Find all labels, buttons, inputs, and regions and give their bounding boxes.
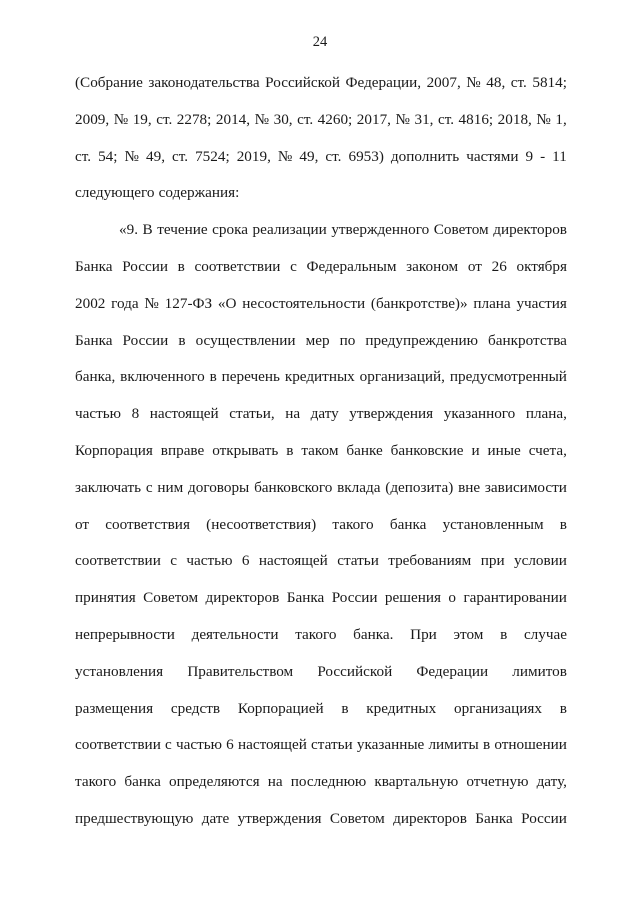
page-number: 24 [312, 34, 328, 50]
word: последнюю [290, 773, 367, 791]
word: дополнить [390, 147, 460, 165]
word: № [395, 110, 410, 128]
word: осуществлении [195, 331, 296, 349]
text-line [75, 809, 567, 846]
word: 8 [131, 405, 140, 423]
text-line [75, 772, 567, 809]
word: Федерации [416, 662, 489, 680]
word: настоящей [258, 552, 328, 570]
word: 54; [98, 147, 118, 165]
word: содержания: [158, 184, 240, 202]
word: 6953) [348, 147, 384, 165]
word: 26 [491, 257, 507, 275]
word: отношении [494, 736, 567, 754]
word: случае [523, 625, 567, 643]
word: частями [466, 147, 519, 165]
word: дату, [536, 773, 567, 791]
word: срока [212, 221, 248, 239]
word: предупреждению [365, 331, 478, 349]
word: реализации [252, 221, 327, 239]
word: № [144, 294, 159, 312]
word: банка, [75, 368, 116, 386]
word: Советом [329, 809, 385, 827]
word: квартальную [374, 773, 459, 791]
word: 4260; [317, 110, 353, 128]
word: Банка [286, 589, 325, 607]
word: 7524; [195, 147, 230, 165]
word: по [339, 331, 356, 349]
word: банковские [390, 441, 464, 459]
word: утвержденного [331, 221, 430, 239]
word: «9. [119, 221, 138, 239]
text-line [75, 404, 567, 441]
word: 48, [486, 74, 506, 91]
word: Правительством [187, 662, 294, 680]
word: 2014, [215, 110, 251, 128]
word: директоров [393, 809, 467, 827]
word: несостоятельности [242, 294, 366, 312]
word: При [410, 625, 437, 643]
text-line [75, 588, 567, 625]
word: в [482, 736, 491, 754]
word: заключать [75, 478, 142, 496]
word: ст. [325, 147, 342, 165]
text-line [75, 257, 567, 294]
word: № [254, 110, 270, 128]
word: в [559, 699, 567, 717]
word: иные [487, 441, 521, 459]
word: организаций, [359, 368, 445, 386]
word: частью [75, 405, 122, 423]
word: законом [406, 257, 459, 275]
word: «О [217, 294, 237, 312]
word: плана [473, 294, 511, 312]
word: 2019, [236, 147, 271, 165]
word: размещения [75, 699, 154, 717]
word: 4816; [458, 110, 494, 128]
word: (банкротстве)» [370, 294, 468, 312]
word: предусмотренный [449, 368, 567, 386]
word: дату [310, 405, 339, 423]
word: России [331, 589, 378, 607]
word: договоры [188, 478, 250, 496]
word: требованиям [388, 552, 472, 570]
word: 19, [132, 110, 152, 128]
word: настоящей [237, 736, 307, 754]
word: в [559, 515, 567, 533]
word: Федерации, [345, 74, 422, 91]
word: следующего [75, 184, 155, 202]
word: организациях [454, 699, 542, 717]
word: Банка [475, 809, 513, 827]
word: в [286, 441, 294, 459]
word: отчетную [466, 773, 529, 791]
word: (Собрание [75, 74, 143, 91]
word: банке [346, 441, 383, 459]
word: октября [516, 257, 567, 275]
text-line [75, 331, 567, 368]
text-line [75, 220, 567, 257]
word: о [448, 589, 456, 607]
word: соответствии [75, 736, 161, 754]
word: статьи [311, 736, 353, 754]
word: 2278; [176, 110, 212, 128]
word: 31, [414, 110, 434, 128]
word: течение [157, 221, 208, 239]
word: от [75, 515, 90, 533]
text-line [75, 735, 567, 772]
word: гарантировании [463, 589, 567, 607]
word: включенного [120, 368, 205, 386]
word: банка [389, 515, 427, 533]
word: деятельности [191, 625, 279, 643]
word: в [500, 625, 508, 643]
text-line [75, 662, 567, 699]
word: частью [175, 736, 222, 754]
word: соответствии [194, 257, 281, 275]
word: ст. [297, 110, 314, 128]
word: (несоответствия) [206, 515, 317, 533]
word: ним [157, 478, 184, 496]
word: ст. [510, 74, 527, 91]
word: 2017, [356, 110, 391, 128]
word: 127-ФЗ [164, 294, 213, 312]
word: таком [301, 441, 339, 459]
word: ст. [437, 110, 455, 128]
document-body [75, 73, 567, 846]
word: мер [305, 331, 330, 349]
text-line [75, 515, 567, 552]
text-line [75, 478, 567, 515]
text-line [75, 183, 567, 220]
word: 11 [552, 147, 567, 165]
word: соответствии [75, 552, 161, 570]
text-line [75, 110, 567, 147]
word: от [467, 257, 482, 275]
word: такого [75, 773, 117, 791]
word: установленным [442, 515, 544, 533]
word: В [142, 221, 153, 239]
word: банкротства [488, 331, 567, 349]
word: участия [516, 294, 567, 312]
word: ст. [172, 147, 189, 165]
text-line [75, 699, 567, 736]
word: № [536, 110, 551, 128]
word: на [285, 405, 301, 423]
word: на [267, 773, 283, 791]
word: принятия [75, 589, 136, 607]
word: при [480, 552, 505, 570]
word: средств [170, 699, 221, 717]
word: непрерывности [75, 625, 175, 643]
text-line [75, 551, 567, 588]
word: вклада [337, 478, 381, 496]
word: с [290, 257, 297, 275]
word: этом [453, 625, 484, 643]
word: с [145, 478, 153, 496]
word: частью [186, 552, 233, 570]
word: России [521, 809, 567, 827]
word: лимиты [428, 736, 479, 754]
word: вправе [160, 441, 205, 459]
word: кредитных [284, 368, 355, 386]
word: № [124, 147, 139, 165]
word: Банка [75, 331, 113, 349]
word: определяются [169, 773, 260, 791]
word: с [170, 552, 177, 570]
word: такого [295, 625, 337, 643]
word: 2007, [426, 74, 461, 91]
word: утверждения [349, 405, 434, 423]
word: кредитных [366, 699, 437, 717]
word: Корпорация [75, 441, 153, 459]
text-line [75, 367, 567, 404]
word: Советом [433, 221, 489, 239]
word: 2018, [497, 110, 532, 128]
word: директоров [205, 589, 280, 607]
word: ст. [75, 147, 92, 165]
word: счета, [528, 441, 567, 459]
text-line [75, 441, 567, 478]
word: Банка [75, 257, 113, 275]
text-line [75, 294, 567, 331]
word: Российской [317, 662, 393, 680]
word: Корпорацией [237, 699, 324, 717]
word: 6 [226, 736, 234, 754]
word: статьи, [229, 405, 275, 423]
word: 2009, [75, 110, 110, 128]
word: с [165, 736, 172, 754]
word: статьи [337, 552, 379, 570]
word: зависимости [484, 478, 567, 496]
word: № [466, 74, 481, 91]
word: - [540, 147, 546, 165]
word: России [122, 331, 169, 349]
word: 49, [146, 147, 165, 165]
word: банка. [353, 625, 394, 643]
word: 30, [273, 110, 293, 128]
word: плана, [525, 405, 567, 423]
word: указанного [443, 405, 516, 423]
word: соответствия [105, 515, 190, 533]
word: 9 [525, 147, 534, 165]
word: лимитов [512, 662, 567, 680]
word: банка [124, 773, 161, 791]
word: решения [384, 589, 441, 607]
word: 5814; [532, 74, 567, 91]
word: утверждения [237, 809, 322, 827]
word: условии [514, 552, 567, 570]
word: в [177, 257, 185, 275]
word: дате [201, 809, 230, 827]
word: директоров [493, 221, 567, 239]
word: в [341, 699, 349, 717]
word: 2002 [75, 294, 106, 312]
text-line [75, 625, 567, 662]
word: № [113, 110, 129, 128]
word: ст. [156, 110, 173, 128]
word: настоящей [149, 405, 219, 423]
word: в [209, 368, 217, 386]
word: № [277, 147, 293, 165]
word: указанные [356, 736, 425, 754]
word: в [178, 331, 186, 349]
word: 49, [299, 147, 319, 165]
word: банковского [254, 478, 333, 496]
word: России [122, 257, 168, 275]
word: установления [75, 662, 164, 680]
word: Советом [143, 589, 199, 607]
word: Федеральным [306, 257, 397, 275]
word: (депозита) [385, 478, 454, 496]
word: предшествующую [75, 809, 194, 827]
text-line [75, 147, 567, 184]
word: 1, [555, 110, 567, 128]
text-line [75, 73, 567, 110]
word: перечень [221, 368, 280, 386]
word: такого [332, 515, 374, 533]
word: года [111, 294, 139, 312]
word: вне [458, 478, 481, 496]
word: и [471, 441, 480, 459]
word: законодательства [148, 74, 260, 91]
word: 6 [241, 552, 250, 570]
word: открывать [212, 441, 279, 459]
word: Российской [265, 74, 341, 91]
